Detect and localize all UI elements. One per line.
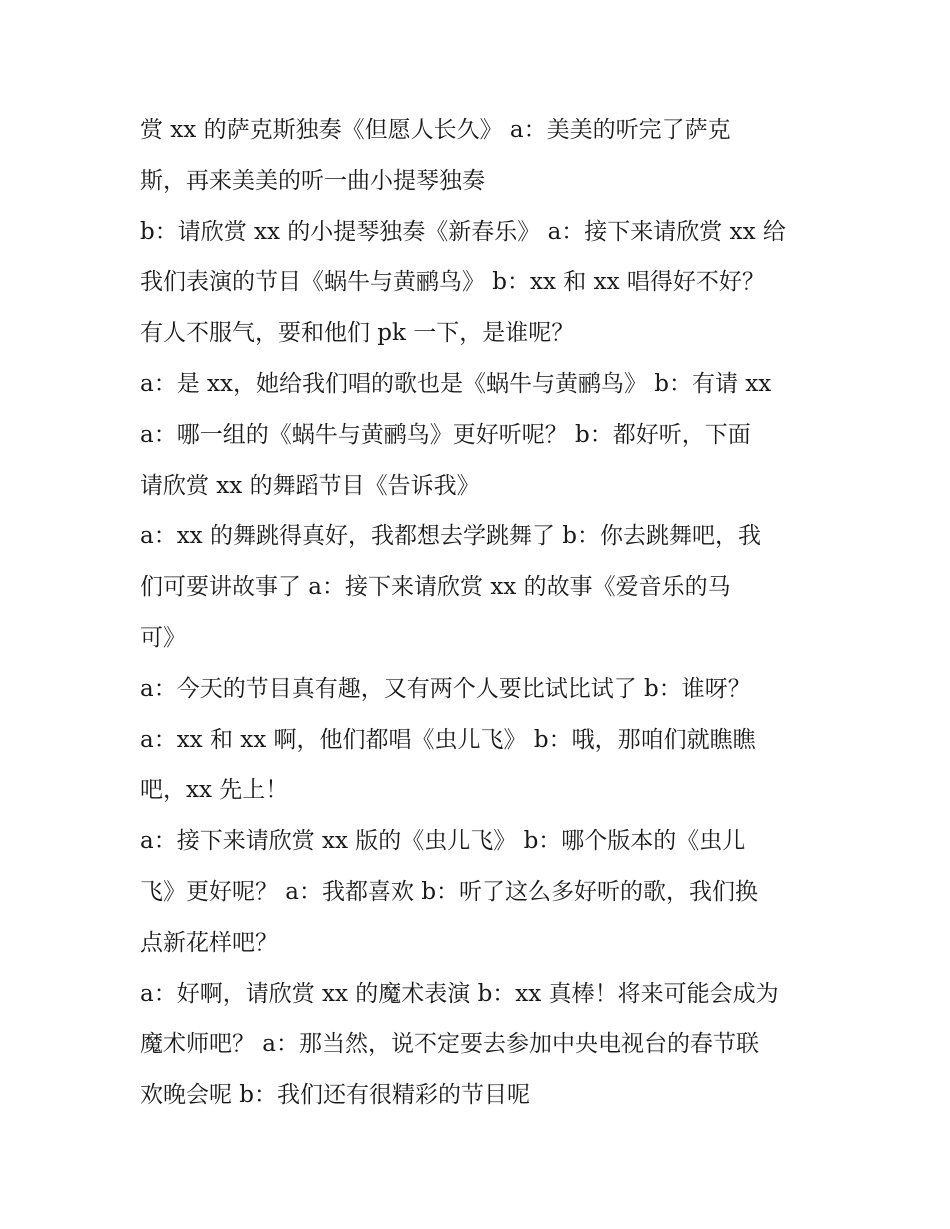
text-line: b：请欣赏 xx 的小提琴独奏《新春乐》 a：接下来请欣赏 xx 给	[140, 218, 786, 245]
text-line: 点新花样吧？	[140, 929, 278, 956]
text-line: 我们表演的节目《蜗牛与黄鹂鸟》 b：xx 和 xx 唱得好不好？	[140, 269, 765, 296]
text-line: 魔术师吧？ a：那当然，说不定要去参加中央电视台的春节联	[140, 1031, 760, 1058]
text-line: 请欣赏 xx 的舞蹈节目《告诉我》	[140, 472, 480, 499]
text-line: a：xx 和 xx 啊，他们都唱《虫儿飞》 b：哦，那咱们就瞧瞧	[140, 726, 756, 753]
script-text	[140, 105, 830, 1121]
text-line: 欢晚会呢 b：我们还有很精彩的节目呢	[140, 1082, 531, 1109]
text-line: 有人不服气，要和他们 pk 一下，是谁呢？	[140, 320, 575, 347]
text-line: a：好啊，请欣赏 xx 的魔术表演 b：xx 真棒！将来可能会成为	[140, 980, 779, 1007]
text-line: 可》	[140, 624, 186, 651]
text-line: 吧，xx 先上！	[140, 777, 289, 804]
text-line: a：哪一组的《蜗牛与黄鹂鸟》更好听呢？ b：都好听，下面	[140, 421, 751, 448]
text-line: 们可要讲故事了 a：接下来请欣赏 xx 的故事《爱音乐的马	[140, 574, 731, 601]
text-line: 斯，再来美美的听一曲小提琴独奏	[140, 167, 485, 194]
text-line: a：是 xx，她给我们唱的歌也是《蜗牛与黄鹂鸟》 b：有请 xx	[140, 370, 772, 397]
text-line: a：接下来请欣赏 xx 版的《虫儿飞》 b：哪个版本的《虫儿	[140, 828, 746, 855]
text-line: a：xx 的舞跳得真好，我都想去学跳舞了 b：你去跳舞吧，我	[140, 523, 761, 550]
text-line: 飞》更好呢？ a：我都喜欢 b：听了这么多好听的歌，我们换	[140, 878, 759, 905]
text-line: a：今天的节目真有趣，又有两个人要比试比试了 b：谁呀？	[140, 675, 751, 702]
text-line: 赏 xx 的萨克斯独奏《但愿人长久》 a：美美的听完了萨克	[140, 117, 731, 143]
